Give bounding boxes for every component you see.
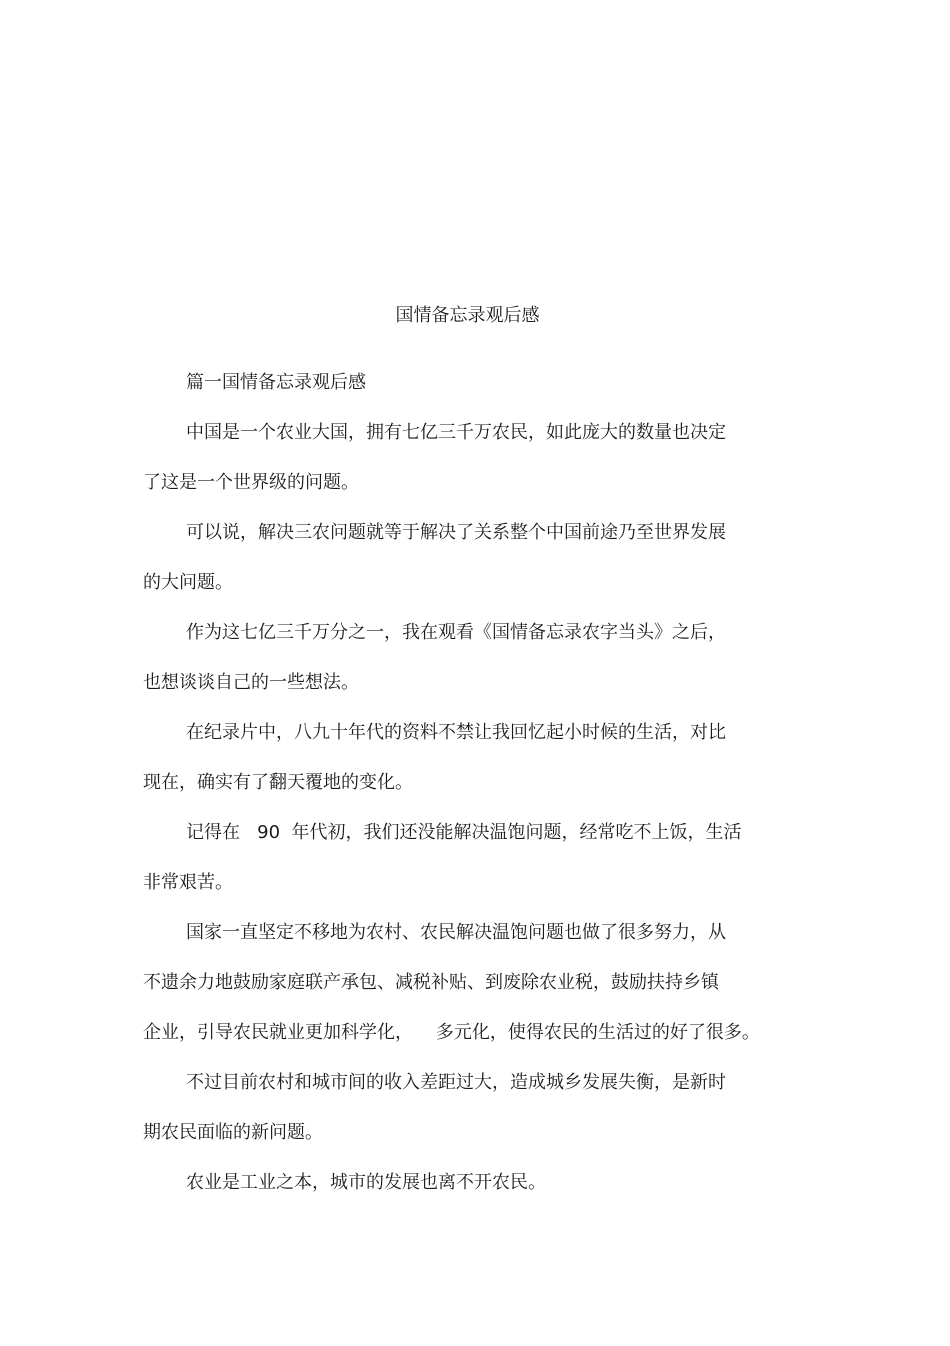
paragraph-line: 国家一直坚定不移地为农村、农民解决温饱问题也做了很多努力，从 [186,922,726,943]
paragraph-line: 现在，确实有了翻天覆地的变化。 [143,772,413,793]
paragraph-line: 也想谈谈自己的一些想法。 [143,672,359,693]
paragraph-line: 中国是一个农业大国，拥有七亿三千万农民，如此庞大的数量也决定 [186,422,726,443]
paragraph-line: 在纪录片中，八九十年代的资料不禁让我回忆起小时候的生活，对比 [186,722,726,743]
paragraph-line: 了这是一个世界级的问题。 [143,472,359,493]
paragraph-line: 农业是工业之本，城市的发展也离不开农民。 [186,1172,546,1193]
paragraph-line: 不过目前农村和城市间的收入差距过大，造成城乡发展失衡，是新时 [186,1072,726,1093]
paragraph-line: 作为这七亿三千万分之一，我在观看《国情备忘录农字当头》之后， [186,622,726,643]
paragraph-line: 记得在 90 年代初，我们还没能解决温饱问题，经常吃不上饭，生活 [186,822,742,843]
section-heading: 篇一国情备忘录观后感 [186,372,366,393]
paragraph-line: 不遗余力地鼓励家庭联产承包、减税补贴、到废除农业税，鼓励扶持乡镇 [143,972,719,993]
paragraph-line: 可以说，解决三农问题就等于解决了关系整个中国前途乃至世界发展 [186,522,726,543]
paragraph-line: 非常艰苦。 [143,872,233,893]
document-title: 国情备忘录观后感 [395,305,540,326]
paragraph-line: 期农民面临的新问题。 [143,1122,323,1143]
paragraph-line: 的大问题。 [143,572,233,593]
paragraph-line: 企业，引导农民就业更加科学化， 多元化，使得农民的生活过的好了很多。 [143,1022,760,1043]
